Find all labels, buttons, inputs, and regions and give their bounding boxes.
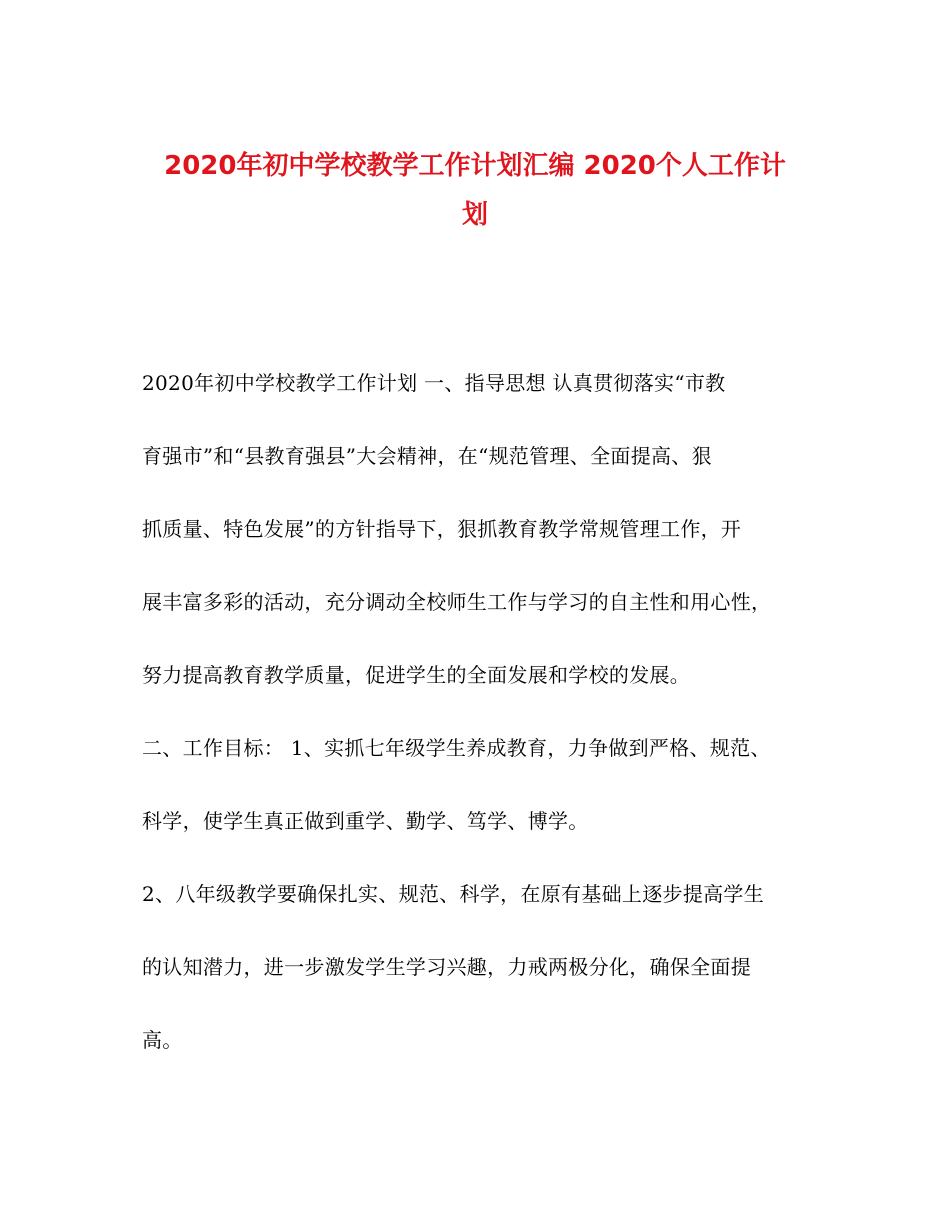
text-line: 的认知潜力，进一步激发学生学习兴趣，力戒两极分化，确保全面提 <box>142 955 751 979</box>
text-line: 2020年初中学校教学工作计划 一、指导思想 认真贯彻落实“市教 <box>142 371 726 395</box>
text-line: 展丰富多彩的活动，充分调动全校师生工作与学习的自主性和用心性， <box>142 590 772 614</box>
text-line: 努力提高教育教学质量，促进学生的全面发展和学校的发展。 <box>142 663 691 687</box>
text-line: 抓质量、特色发展”的方针指导下，狠抓教育教学常规管理工作，开 <box>142 517 742 541</box>
text-line: 高。 <box>142 1028 183 1052</box>
document-body <box>142 347 814 1077</box>
text-line: 2、八年级教学要确保扎实、规范、科学，在原有基础上逐步提高学生 <box>142 882 765 906</box>
text-line: 科学，使学生真正做到重学、勤学、笃学、博学。 <box>142 809 589 833</box>
document-title <box>110 142 840 240</box>
title-line-2: 划 <box>461 200 488 230</box>
title-line-1: 2020年初中学校教学工作计划汇编 2020个人工作计 <box>164 151 786 181</box>
text-line: 育强市”和“县教育强县”大会精神，在“规范管理、全面提高、狠 <box>142 444 712 468</box>
text-line: 二、工作目标： 1、实抓七年级学生养成教育，力争做到严格、规范、 <box>142 736 771 760</box>
